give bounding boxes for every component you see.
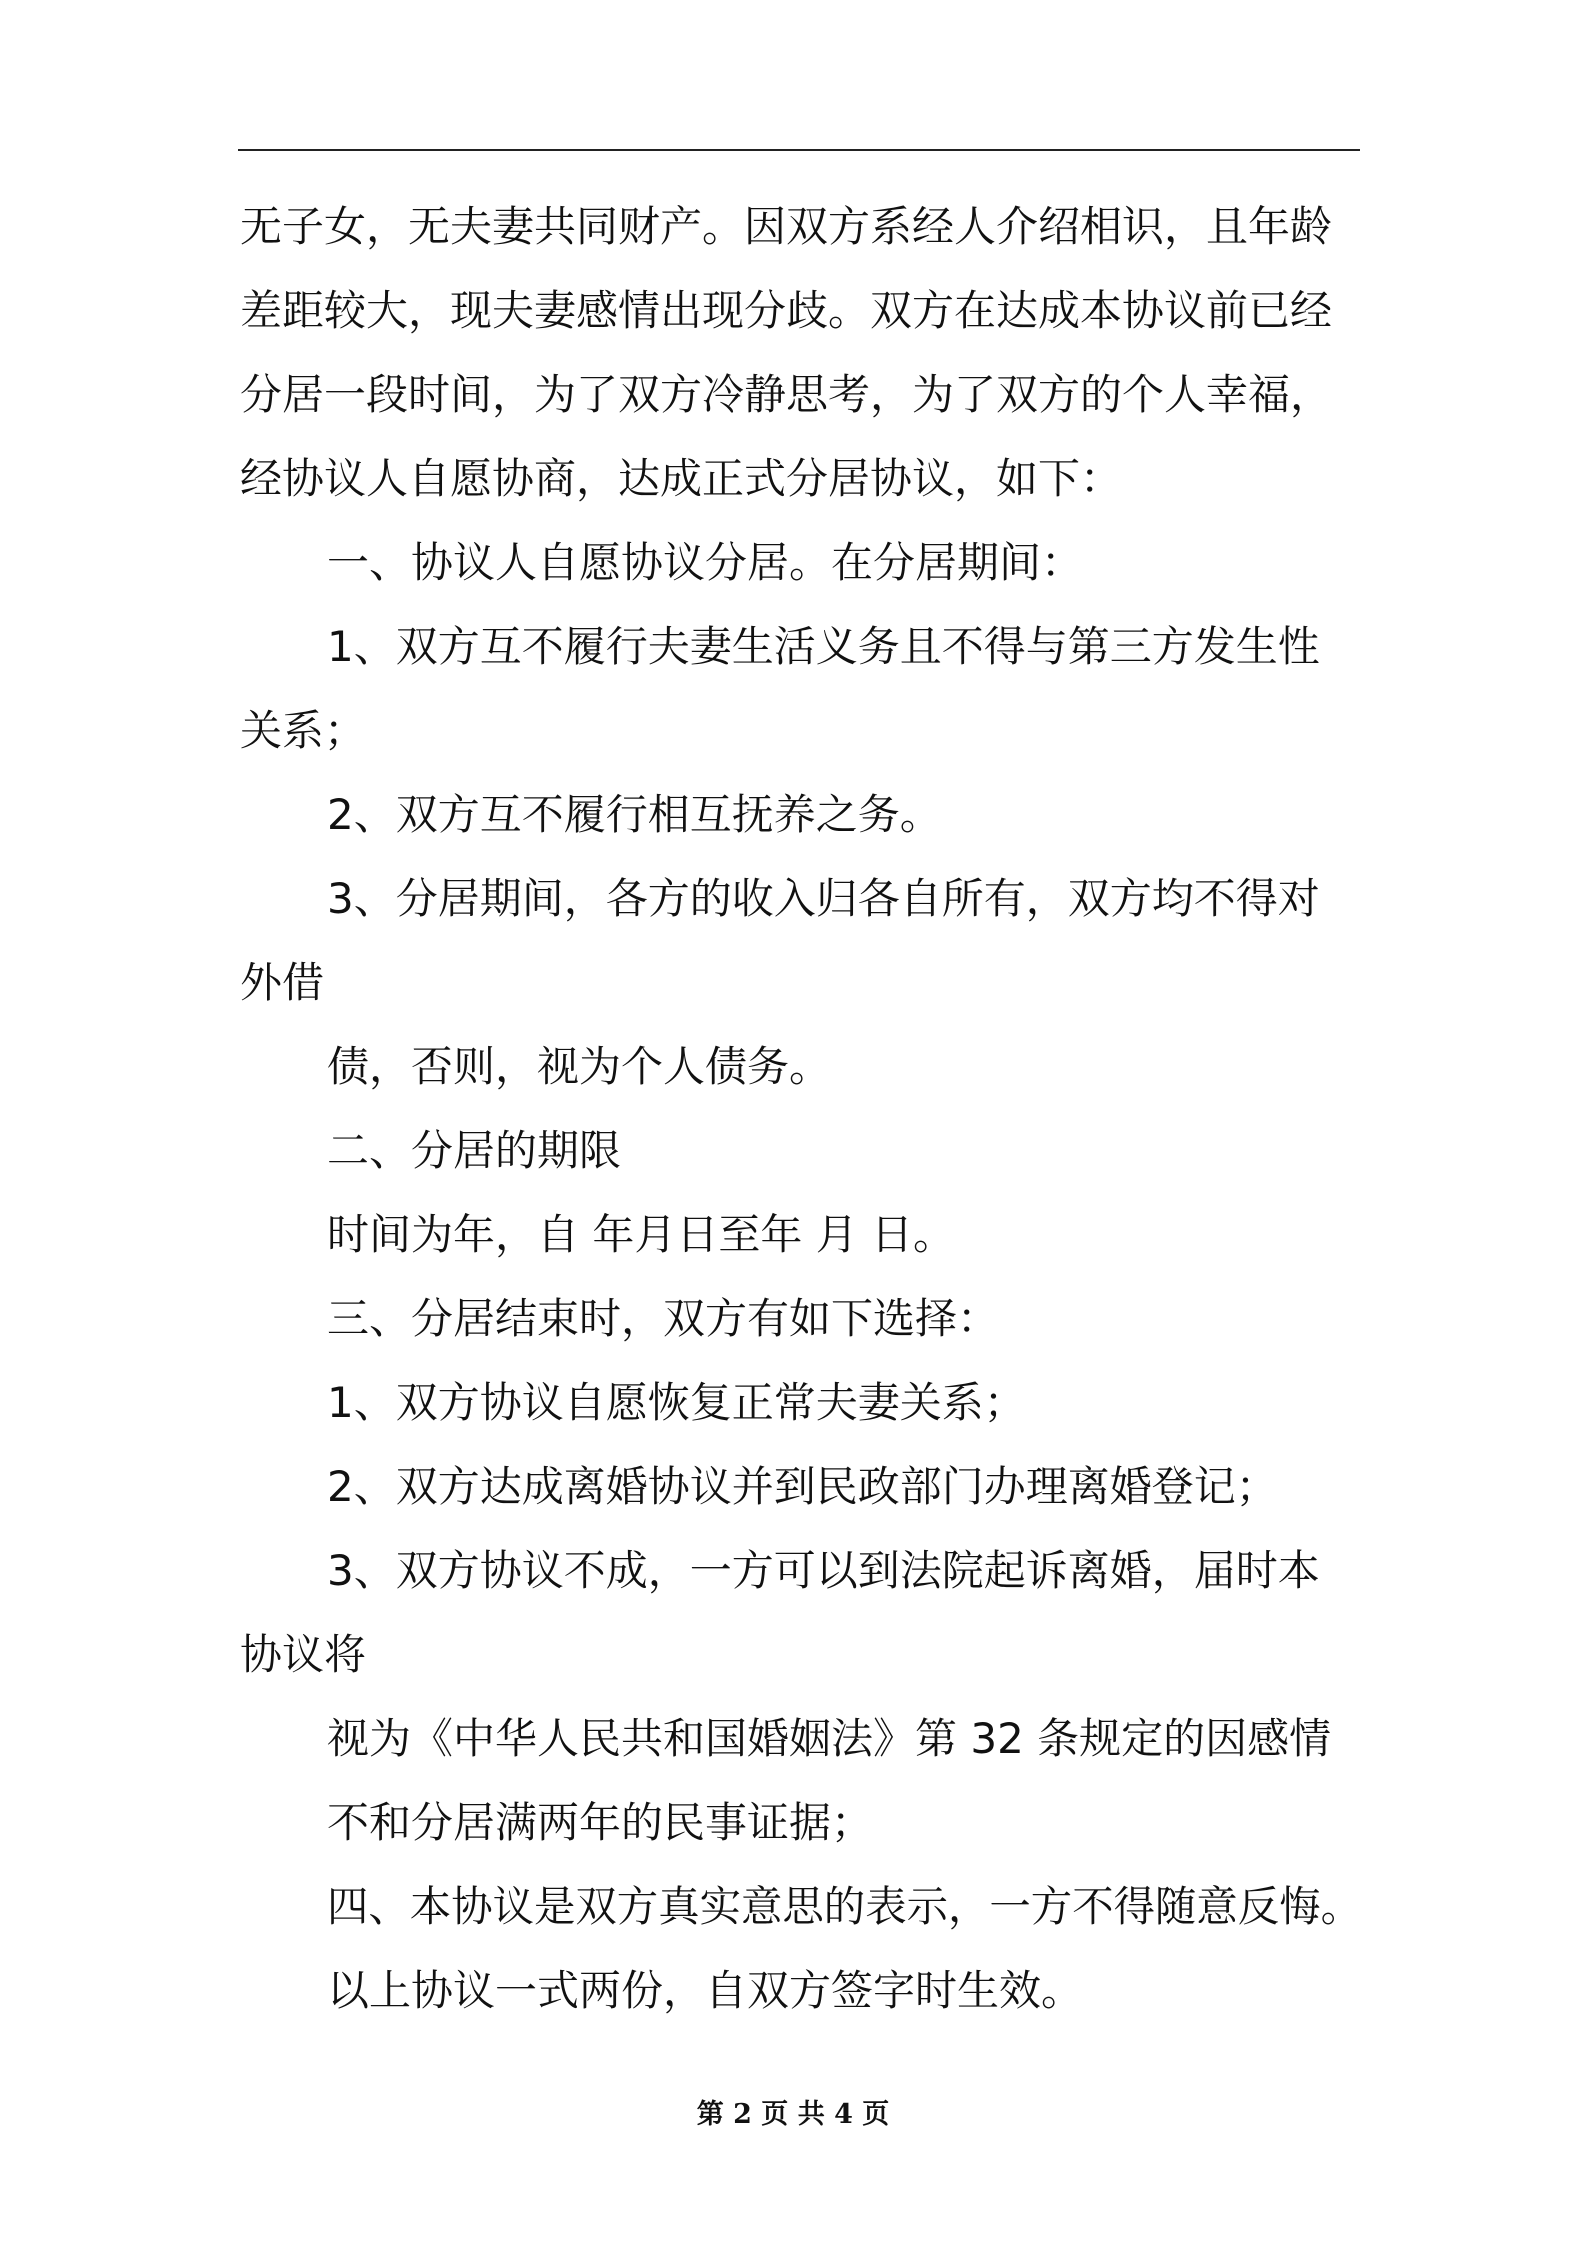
paragraph-line: 3、双方协议不成，一方可以到法院起诉离婚，届时本: [327, 1546, 1320, 1595]
paragraph-line: 无子女，无夫妻共同财产。因双方系经人介绍相识，且年龄: [240, 202, 1333, 251]
paragraph-line: 差距较大，现夫妻感情出现分歧。双方在达成本协议前已经: [240, 286, 1333, 335]
paragraph-line: 视为《中华人民共和国婚姻法》第 32 条规定的因感情: [327, 1714, 1332, 1763]
paragraph-line: 1、双方互不履行夫妻生活义务且不得与第三方发生性: [327, 622, 1320, 671]
paragraph-line: 1、双方协议自愿恢复正常夫妻关系；: [327, 1378, 1026, 1427]
paragraph-line: 债，否则，视为个人债务。: [327, 1042, 832, 1091]
paragraph-line: 2、双方达成离婚协议并到民政部门办理离婚登记；: [327, 1462, 1278, 1511]
paragraph-line: 以上协议一式两份，自双方签字时生效。: [327, 1966, 1084, 2015]
section-heading-3: 三、分居结束时，双方有如下选择：: [327, 1294, 1000, 1343]
paragraph-line: 经协议人自愿协商，达成正式分居协议，如下：: [240, 454, 1123, 503]
paragraph-line: 协议将: [240, 1630, 367, 1679]
paragraph-line: 时间为年，自 年月日至年 月 日。: [327, 1210, 956, 1259]
header-divider: [238, 149, 1360, 151]
paragraph-line: 外借: [240, 958, 325, 1007]
section-heading-4: 四、本协议是双方真实意思的表示，一方不得随意反悔。: [327, 1882, 1363, 1931]
paragraph-line: 分居一段时间，为了双方冷静思考，为了双方的个人幸福，: [240, 370, 1333, 419]
section-heading-1: 一、协议人自愿协议分居。在分居期间：: [327, 538, 1084, 587]
section-heading-2: 二、分居的期限: [327, 1126, 622, 1175]
paragraph-line: 3、分居期间，各方的收入归各自所有，双方均不得对: [327, 874, 1320, 923]
paragraph-line: 不和分居满两年的民事证据；: [327, 1798, 874, 1847]
paragraph-line: 关系；: [240, 706, 367, 755]
page-number-footer: 第 2 页 共 4 页: [696, 2099, 890, 2130]
paragraph-line: 2、双方互不履行相互抚养之务。: [327, 790, 942, 839]
